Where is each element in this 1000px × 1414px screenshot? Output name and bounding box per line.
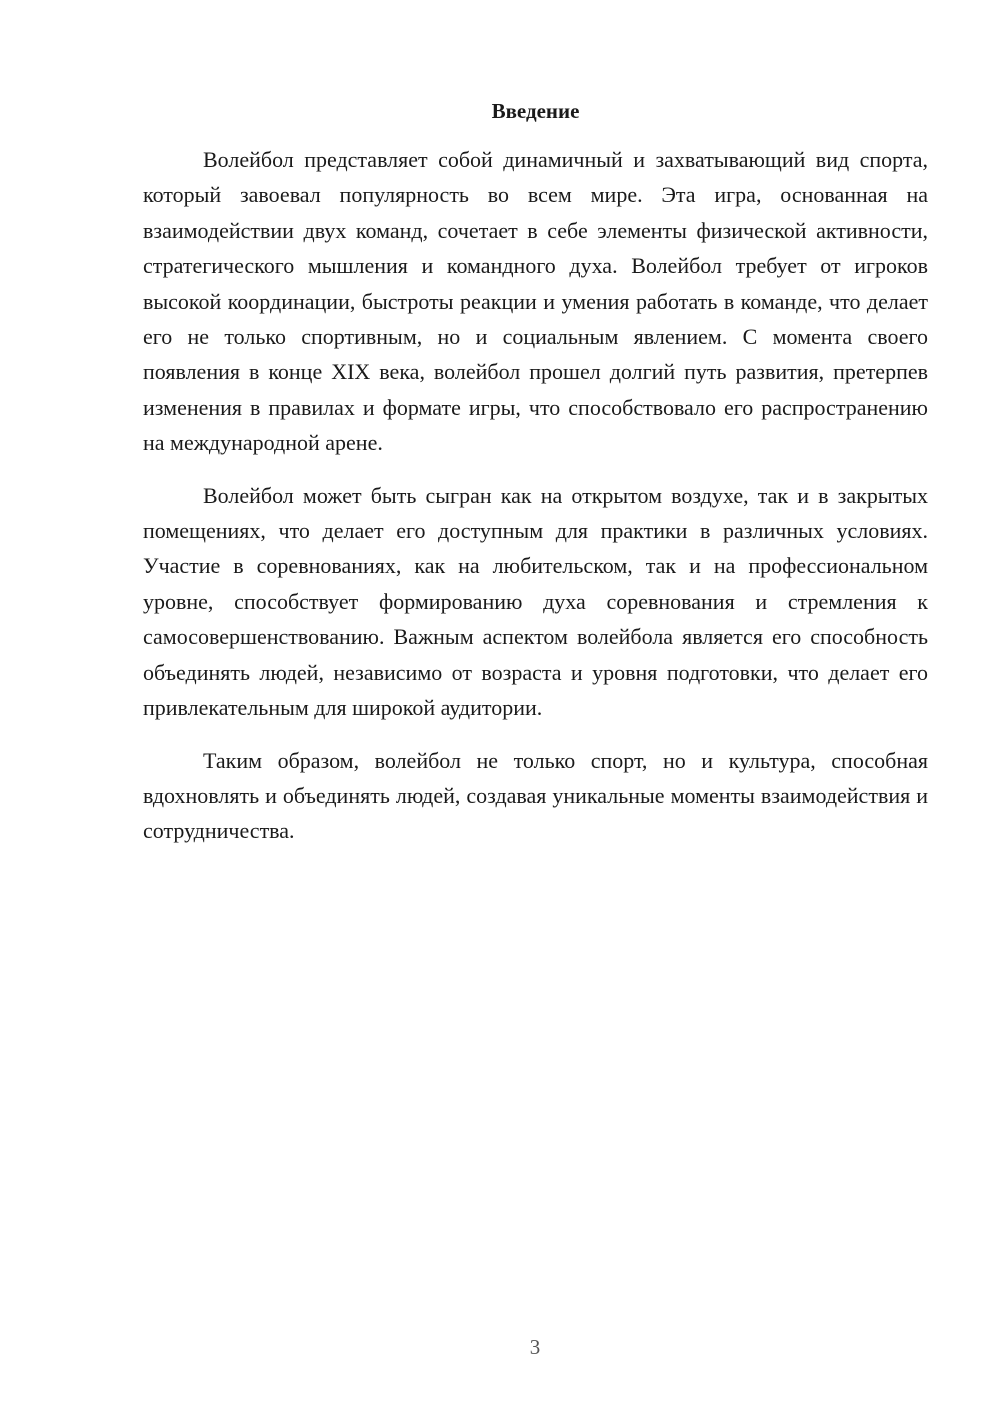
paragraph-1: Волейбол представляет собой динамичный и захватывающий вид спорта, который завоевал популярность во всем мире. Эта игра, основанная на взаимодействии двух команд, сочетает в себе элементы физической активности, стратегического мышления и командного духа. Волейбол требует от игроков высокой координации, быстроты реакции и умения работать в команде, что делает его не только спортивным, но и социальным явлением. С момента своего появления в конце XIX века, волейбол прошел долгий путь развития, претерпев изменения в правилах и формате игры, что способствовало его распространению на международной арене. — [143, 147, 928, 456]
page-number: 3 — [529, 1335, 541, 1359]
section-heading: Введение — [491, 99, 580, 123]
body-text — [143, 142, 928, 866]
paragraph-2: Волейбол может быть сыгран как на открытом воздухе, так и в закрытых помещениях, что делает его доступным для практики в различных условиях. Участие в соревнованиях, как на любительском, так и на профессиональном уровне, способствует формированию духа соревнования и стремления к самосовершенствованию. Важным аспектом волейбола является его способность объединять людей, независимо от возраста и уровня подготовки, что делает его привлекательным для широкой аудитории. — [143, 482, 928, 721]
paragraph-3: Таким образом, волейбол не только спорт, но и культура, способная вдохновлять и объединять людей, создавая уникальные моменты взаимодействия и сотрудничества. — [143, 747, 928, 844]
